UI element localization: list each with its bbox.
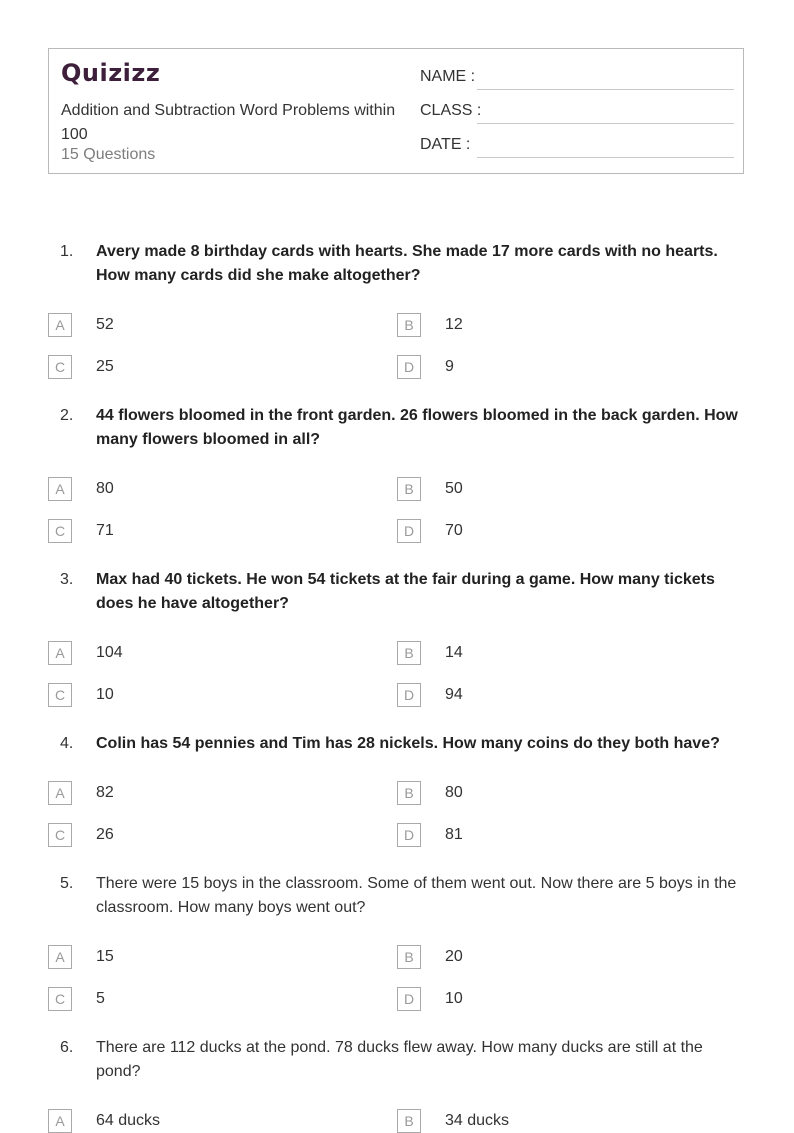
option-letter-box: C xyxy=(48,683,72,707)
quizizz-logo: Quizizz xyxy=(61,59,161,87)
question-number: 1. xyxy=(60,243,74,260)
option-value: 34 ducks xyxy=(445,1112,510,1129)
option-letter-box: D xyxy=(397,683,421,707)
question-text: Max had 40 tickets. He won 54 tickets at the fair during a game. How many tickets does he have altogether? xyxy=(96,571,715,612)
option-value: 64 ducks xyxy=(96,1112,161,1129)
question-number: 6. xyxy=(60,1039,74,1056)
option-value: 94 xyxy=(445,686,463,703)
date-field[interactable] xyxy=(420,136,734,160)
option-letter-box: A xyxy=(48,945,72,969)
option-value: 52 xyxy=(96,316,114,333)
name-field[interactable] xyxy=(420,68,734,92)
option-value: 12 xyxy=(445,316,463,333)
question-text: There are 112 ducks at the pond. 78 ducks flew away. How many ducks are still at the pond? xyxy=(96,1039,703,1080)
option-value: 80 xyxy=(445,784,463,801)
name-label: NAME : xyxy=(420,68,476,85)
option-letter-box: A xyxy=(48,781,72,805)
option-letter-box: D xyxy=(397,519,421,543)
option-value: 50 xyxy=(445,480,463,497)
question-text: 44 flowers bloomed in the front garden. 26 flowers bloomed in the back garden. How many flowers bloomed in all? xyxy=(96,407,738,448)
class-field[interactable] xyxy=(420,102,734,126)
option-letter-box: C xyxy=(48,823,72,847)
option-letter-box: C xyxy=(48,519,72,543)
option-value: 10 xyxy=(445,990,463,1007)
option-letter-box: B xyxy=(397,477,421,501)
option-letter-box: A xyxy=(48,313,72,337)
option-letter-box: D xyxy=(397,355,421,379)
option-letter-box: B xyxy=(397,781,421,805)
worksheet-title: Addition and Subtraction Word Problems within 100 xyxy=(61,102,396,143)
question-text: Avery made 8 birthday cards with hearts. She made 17 more cards with no hearts. How many cards did she make altogether? xyxy=(96,243,718,284)
option-letter-box: A xyxy=(48,641,72,665)
option-value: 5 xyxy=(96,990,105,1007)
question-text: Colin has 54 pennies and Tim has 28 nickels. How many coins do they both have? xyxy=(96,735,720,752)
option-letter-box: A xyxy=(48,1109,72,1133)
option-value: 82 xyxy=(96,784,114,801)
option-letter-box: C xyxy=(48,987,72,1011)
option-letter-box: A xyxy=(48,477,72,501)
option-letter-box: C xyxy=(48,355,72,379)
option-letter-box: B xyxy=(397,641,421,665)
class-label: CLASS : xyxy=(420,102,482,119)
option-letter-box: D xyxy=(397,823,421,847)
name-line xyxy=(477,89,734,90)
option-value: 70 xyxy=(445,522,463,539)
question-number: 5. xyxy=(60,875,74,892)
worksheet-header xyxy=(48,48,744,174)
option-value: 9 xyxy=(445,358,454,375)
question-number: 3. xyxy=(60,571,74,588)
option-value: 20 xyxy=(445,948,463,965)
option-value: 26 xyxy=(96,826,114,843)
option-letter-box: B xyxy=(397,1109,421,1133)
question-text: There were 15 boys in the classroom. Some of them went out. Now there are 5 boys in the classroom. How many boys went out? xyxy=(96,875,737,916)
option-value: 15 xyxy=(96,948,114,965)
option-letter-box: D xyxy=(397,987,421,1011)
question-number: 2. xyxy=(60,407,74,424)
question-count: 15 Questions xyxy=(61,146,156,163)
option-letter-box: B xyxy=(397,945,421,969)
question-number: 4. xyxy=(60,735,74,752)
date-line xyxy=(477,157,734,158)
date-label: DATE : xyxy=(420,136,471,153)
class-line xyxy=(477,123,734,124)
option-value: 80 xyxy=(96,480,114,497)
option-value: 104 xyxy=(96,644,123,661)
option-value: 71 xyxy=(96,522,114,539)
option-value: 10 xyxy=(96,686,114,703)
option-letter-box: B xyxy=(397,313,421,337)
option-value: 14 xyxy=(445,644,463,661)
option-value: 81 xyxy=(445,826,463,843)
option-value: 25 xyxy=(96,358,114,375)
